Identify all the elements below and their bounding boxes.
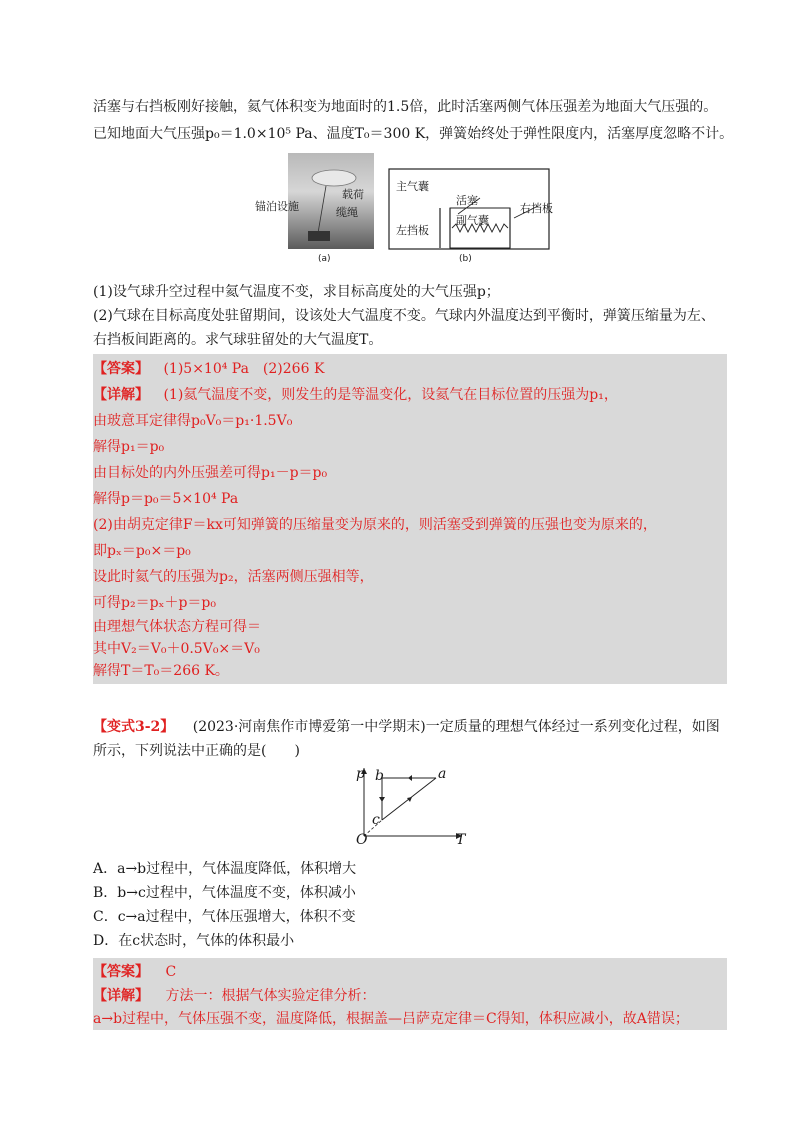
detail-1-line-3: 由目标处的内外压强差可得p₁－p＝p₀ — [93, 465, 328, 481]
answer-2-tag: 【答案】 — [93, 964, 149, 980]
p-t-graph — [350, 764, 470, 848]
detail-1-line-1: 由玻意耳定律得p₀V₀＝p₁·1.5V₀ — [93, 413, 293, 429]
label-left-plate: 左挡板 — [396, 224, 429, 237]
caption-b: (b) — [459, 254, 472, 264]
answer-block-1 — [93, 354, 727, 684]
question-1: (1)设气球升空过程中氦气温度不变，求目标高度处的大气压强p； — [93, 284, 500, 300]
point-b-label: b — [375, 768, 384, 784]
detail-1-line-11: 解得T＝T₀＝266 K。 — [93, 663, 229, 679]
axis-y-label: p — [356, 766, 365, 782]
detail-1-first-line — [93, 384, 618, 406]
label-payload: 载荷 — [342, 188, 364, 201]
answer-2-content: C — [165, 964, 177, 980]
detail-1-tag: 【详解】 — [93, 387, 149, 403]
detail-1-line-9: 由理想气体状态方程可得＝ — [93, 619, 261, 635]
label-anchor: 锚泊设施 — [255, 200, 299, 213]
answer-2-line — [93, 961, 176, 983]
detail-1-line-4: 解得p＝p₀＝5×10⁴ Pa — [93, 491, 239, 507]
detail-2-first-line — [93, 985, 375, 1007]
origin-label: O — [356, 832, 368, 848]
detail-2-line: a→b过程中，气体压强不变，温度降低，根据盖—吕萨克定律＝C得知，体积应减小，故A错误； — [93, 1011, 689, 1027]
option-c: C．c→a过程中，气体压强增大，体积不变 — [93, 909, 356, 925]
answer-1-tag: 【答案】 — [93, 361, 149, 377]
label-cable: 缆绳 — [336, 206, 358, 219]
detail-1-line-2: 解得p₁＝p₀ — [93, 439, 165, 455]
point-a-label: a — [438, 766, 447, 782]
answer-block-2 — [93, 958, 727, 1030]
intro-line-1: 活塞与右挡板刚好接触，氦气体积变为地面时的1.5倍，此时活塞两侧气体压强差为地面大气压强的。 — [93, 99, 718, 115]
detail-1-line-8: 可得p₂＝pₓ＋p＝p₀ — [93, 595, 217, 611]
variant-line-2: 所示，下列说法中正确的是( ) — [93, 743, 300, 759]
intro-line-2: 已知地面大气压强p₀＝1.0×10⁵ Pa、温度T₀＝300 K，弹簧始终处于弹性限度内，活塞厚度忽略不计。 — [93, 126, 734, 142]
option-d: D．在c状态时，气体的体积最小 — [93, 933, 295, 949]
option-a: A．a→b过程中，气体温度降低，体积增大 — [93, 861, 357, 877]
label-sub-bag: 副气囊 — [456, 214, 489, 227]
label-piston: 活塞 — [456, 194, 478, 207]
detail-2-tag: 【详解】 — [93, 988, 149, 1004]
variant-source: (2023·河南焦作市博爱第一中学期末)一定质量的理想气体经过一系列变化过程，如图 — [192, 719, 720, 735]
question-2-line-2: 右挡板间距离的。求气球驻留处的大气温度T。 — [93, 332, 383, 348]
label-right-plate: 右挡板 — [520, 202, 553, 215]
label-main-bag: 主气囊 — [396, 180, 429, 193]
caption-a: (a) — [318, 254, 331, 264]
answer-1-content: (1)5×10⁴ Pa (2)266 K — [163, 361, 325, 377]
axis-x-label: T — [456, 832, 466, 848]
variant-tag: 【变式3-2】 — [93, 719, 175, 735]
answer-1-line — [93, 358, 324, 380]
option-b: B．b→c过程中，气体温度不变，体积减小 — [93, 885, 356, 901]
detail-1-line-10: 其中V₂＝V₀＋0.5V₀×＝V₀ — [93, 641, 260, 657]
question-2-line-1: (2)气球在目标高度处驻留期间，设该处大气温度不变。气球内外温度达到平衡时，弹簧压缩量为左、 — [93, 308, 715, 324]
detail-1-line-0: (1)氦气温度不变，则发生的是等温变化，设氦气在目标位置的压强为p₁， — [163, 387, 618, 403]
detail-1-line-5: (2)由胡克定律F＝kx可知弹簧的压缩量变为原来的，则活塞受到弹簧的压强也变为原来的， — [93, 517, 657, 533]
detail-2-method: 方法一：根据气体实验定律分析： — [165, 988, 376, 1004]
point-c-label: c — [372, 812, 380, 828]
detail-1-line-6: 即pₓ＝p₀×＝p₀ — [93, 543, 191, 559]
detail-1-line-7: 设此时氦气的压强为p₂，活塞两侧压强相等， — [93, 569, 374, 585]
variant-line-1 — [93, 716, 720, 738]
